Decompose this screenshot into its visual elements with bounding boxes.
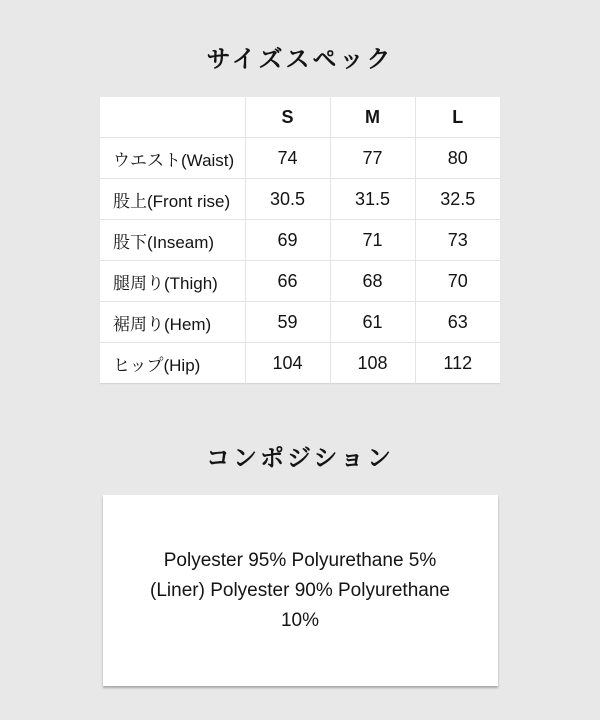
table-header-row bbox=[100, 97, 500, 138]
size-spec-table bbox=[100, 97, 500, 383]
cell-value: 71 bbox=[330, 220, 415, 261]
column-header-s: S bbox=[245, 97, 330, 138]
row-label: 股上(Front rise) bbox=[100, 179, 245, 220]
table-row bbox=[100, 343, 500, 384]
row-label: 腿周り(Thigh) bbox=[100, 261, 245, 302]
table-row bbox=[100, 261, 500, 302]
composition-line: Polyester 95% Polyurethane 5% bbox=[163, 549, 437, 571]
cell-value: 63 bbox=[415, 302, 500, 343]
cell-value: 74 bbox=[245, 138, 330, 179]
row-label: 裾周り(Hem) bbox=[100, 302, 245, 343]
cell-value: 77 bbox=[330, 138, 415, 179]
composition-title: コンポジション bbox=[206, 445, 394, 472]
cell-value: 73 bbox=[415, 220, 500, 261]
cell-value: 112 bbox=[415, 343, 500, 384]
table-row bbox=[100, 138, 500, 179]
cell-value: 30.5 bbox=[245, 179, 330, 220]
cell-value: 108 bbox=[330, 343, 415, 384]
row-label: ウエスト(Waist) bbox=[100, 138, 245, 179]
cell-value: 69 bbox=[245, 220, 330, 261]
composition-line: 10% bbox=[280, 609, 320, 631]
cell-value: 80 bbox=[415, 138, 500, 179]
cell-value: 32.5 bbox=[415, 179, 500, 220]
cell-value: 66 bbox=[245, 261, 330, 302]
column-header-l: L bbox=[415, 97, 500, 138]
composition-box bbox=[103, 495, 498, 686]
composition-line: (Liner) Polyester 90% Polyurethane bbox=[150, 579, 450, 601]
cell-value: 59 bbox=[245, 302, 330, 343]
cell-value: 104 bbox=[245, 343, 330, 384]
size-table-body bbox=[100, 138, 500, 384]
column-header-m: M bbox=[330, 97, 415, 138]
row-label: ヒップ(Hip) bbox=[100, 343, 245, 384]
cell-value: 68 bbox=[330, 261, 415, 302]
table-row bbox=[100, 302, 500, 343]
table-row bbox=[100, 220, 500, 261]
size-spec-title: サイズスペック bbox=[206, 46, 394, 73]
row-label: 股下(Inseam) bbox=[100, 220, 245, 261]
corner-empty-cell bbox=[100, 97, 245, 138]
cell-value: 70 bbox=[415, 261, 500, 302]
cell-value: 61 bbox=[330, 302, 415, 343]
cell-value: 31.5 bbox=[330, 179, 415, 220]
table-row bbox=[100, 179, 500, 220]
